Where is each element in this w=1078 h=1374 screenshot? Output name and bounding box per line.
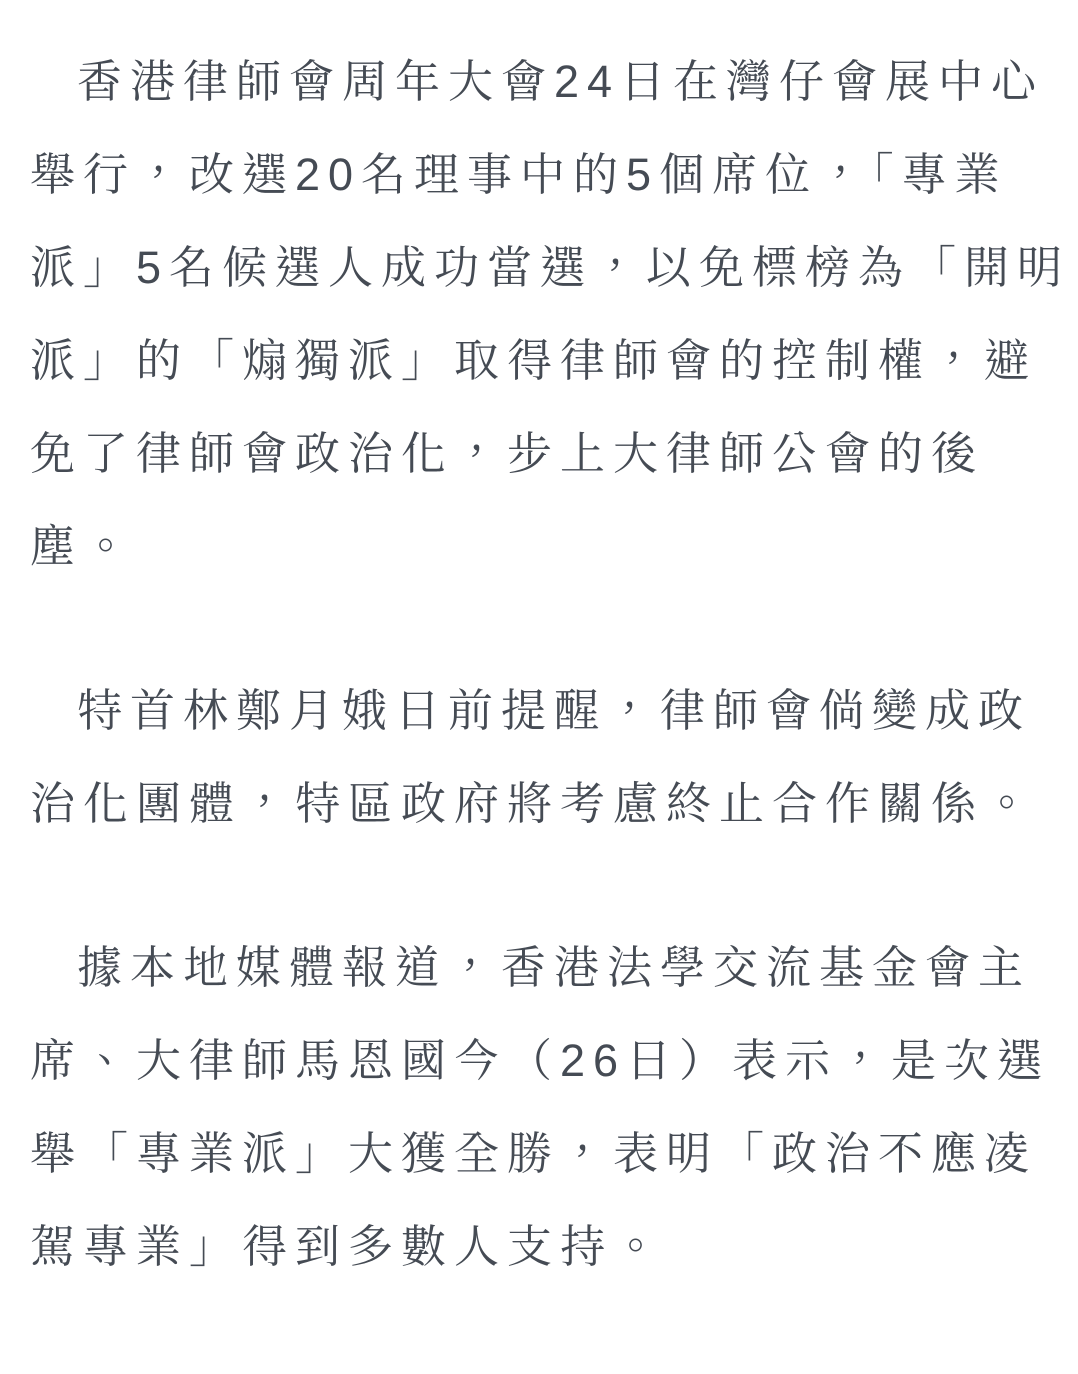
text-line: 特首林鄭月娥日前提醒，律師會倘變成政 bbox=[77, 685, 1032, 736]
text-line: 據本地媒體報道，香港法學交流基金會主 bbox=[77, 942, 1032, 993]
text-line: 香港律師會周年大會24日在灣仔會展中心 bbox=[77, 56, 1045, 107]
text-line: 派」5名候選人成功當選，以免標榜為「開明 bbox=[30, 242, 1071, 293]
text-line: 舉行，改選20名理事中的5個席位，「專業 bbox=[30, 149, 1008, 200]
text-line: 派」的「煽獨派」取得律師會的控制權，避 bbox=[30, 335, 1038, 386]
text-line: 席、大律師馬恩國今（26日）表示，是次選 bbox=[30, 1035, 1051, 1086]
text-line: 塵。 bbox=[30, 521, 137, 572]
text-line: 治化團體，特區政府將考慮終止合作關係。 bbox=[30, 778, 1038, 829]
text-line: 舉「專業派」大獲全勝，表明「政治不應凌 bbox=[30, 1128, 1038, 1179]
paragraph bbox=[30, 664, 1052, 850]
text-line: 駕專業」得到多數人支持。 bbox=[30, 1221, 667, 1272]
paragraph bbox=[30, 35, 1071, 593]
paragraph bbox=[30, 921, 1052, 1293]
text-line: 免了律師會政治化，步上大律師公會的後 bbox=[30, 428, 985, 479]
